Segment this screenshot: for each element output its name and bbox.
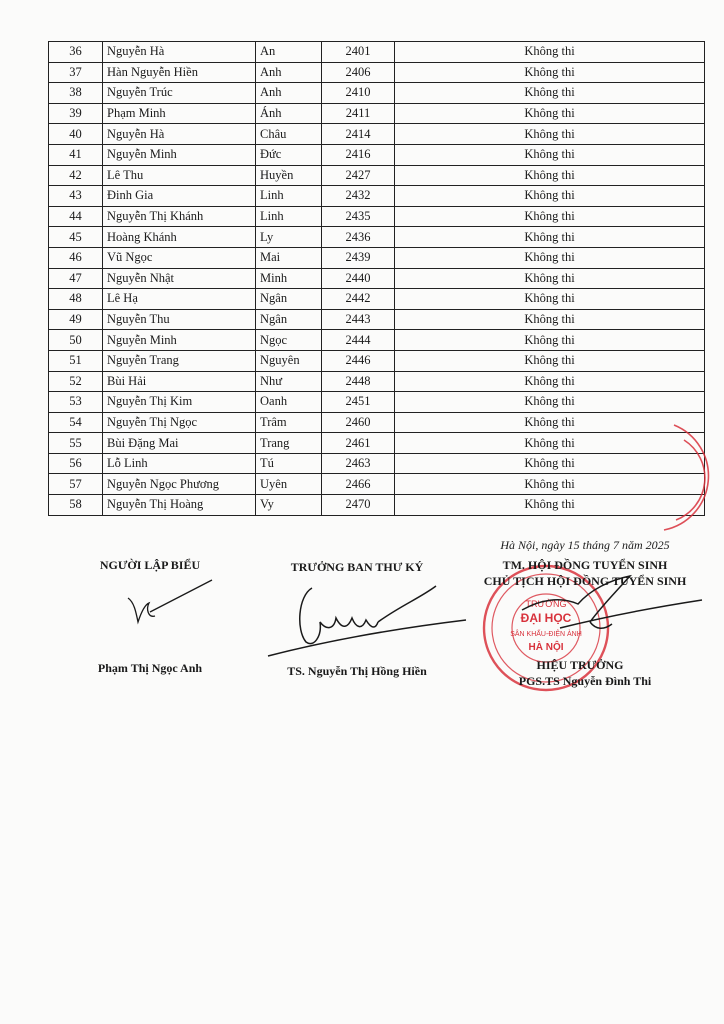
candidate-number-cell: 2414 bbox=[322, 124, 395, 145]
table-row bbox=[49, 124, 705, 145]
note-cell: Không thi bbox=[395, 392, 705, 413]
note-cell: Không thi bbox=[395, 83, 705, 104]
given-name-cell: Uyên bbox=[256, 474, 322, 495]
surname-cell: Nguyễn Thu bbox=[103, 309, 256, 330]
given-name-cell: Anh bbox=[256, 83, 322, 104]
surname-cell: Nguyễn Thị Kim bbox=[103, 392, 256, 413]
candidate-number-cell: 2444 bbox=[322, 330, 395, 351]
row-number-cell: 46 bbox=[49, 247, 103, 268]
principal-name: PGS.TS Nguyễn Đình Thi bbox=[518, 674, 652, 688]
row-number-cell: 45 bbox=[49, 227, 103, 248]
given-name-cell: Châu bbox=[256, 124, 322, 145]
row-number-cell: 52 bbox=[49, 371, 103, 392]
surname-cell: Bùi Đặng Mai bbox=[103, 433, 256, 454]
note-cell: Không thi bbox=[395, 495, 705, 516]
surname-cell: Hàn Nguyễn Hiền bbox=[103, 62, 256, 83]
note-cell: Không thi bbox=[395, 330, 705, 351]
note-cell: Không thi bbox=[395, 412, 705, 433]
seal-line-2: ĐẠI HỌC bbox=[520, 611, 572, 625]
row-number-cell: 50 bbox=[49, 330, 103, 351]
surname-cell: Nguyễn Hà bbox=[103, 124, 256, 145]
surname-cell: Vũ Ngọc bbox=[103, 247, 256, 268]
table-row bbox=[49, 309, 705, 330]
surname-cell: Nguyễn Thị Ngọc bbox=[103, 412, 256, 433]
row-number-cell: 40 bbox=[49, 124, 103, 145]
given-name-cell: Ngân bbox=[256, 289, 322, 310]
given-name-cell: Linh bbox=[256, 186, 322, 207]
note-cell: Không thi bbox=[395, 42, 705, 63]
note-cell: Không thi bbox=[395, 124, 705, 145]
candidate-number-cell: 2466 bbox=[322, 474, 395, 495]
note-cell: Không thi bbox=[395, 165, 705, 186]
surname-cell: Nguyễn Thị Hoàng bbox=[103, 495, 256, 516]
given-name-cell: Tú bbox=[256, 453, 322, 474]
candidate-table bbox=[48, 41, 705, 516]
candidate-number-cell: 2427 bbox=[322, 165, 395, 186]
table-row bbox=[49, 350, 705, 371]
secretary-signature bbox=[268, 586, 466, 656]
row-number-cell: 56 bbox=[49, 453, 103, 474]
candidate-table-body bbox=[49, 42, 705, 516]
surname-cell: Nguyễn Minh bbox=[103, 144, 256, 165]
surname-cell: Nguyễn Ngọc Phương bbox=[103, 474, 256, 495]
row-number-cell: 37 bbox=[49, 62, 103, 83]
table-row bbox=[49, 103, 705, 124]
row-number-cell: 53 bbox=[49, 392, 103, 413]
candidate-number-cell: 2410 bbox=[322, 83, 395, 104]
surname-cell: Nguyễn Minh bbox=[103, 330, 256, 351]
given-name-cell: Đức bbox=[256, 144, 322, 165]
row-number-cell: 57 bbox=[49, 474, 103, 495]
note-cell: Không thi bbox=[395, 186, 705, 207]
note-cell: Không thi bbox=[395, 62, 705, 83]
note-cell: Không thi bbox=[395, 268, 705, 289]
table-row bbox=[49, 495, 705, 516]
candidate-number-cell: 2446 bbox=[322, 350, 395, 371]
row-number-cell: 51 bbox=[49, 350, 103, 371]
candidate-number-cell: 2439 bbox=[322, 247, 395, 268]
surname-cell: Lê Hạ bbox=[103, 289, 256, 310]
row-number-cell: 42 bbox=[49, 165, 103, 186]
row-number-cell: 44 bbox=[49, 206, 103, 227]
row-number-cell: 43 bbox=[49, 186, 103, 207]
note-cell: Không thi bbox=[395, 247, 705, 268]
candidate-number-cell: 2416 bbox=[322, 144, 395, 165]
surname-cell: Nguyễn Hà bbox=[103, 42, 256, 63]
row-number-cell: 55 bbox=[49, 433, 103, 454]
candidate-number-cell: 2440 bbox=[322, 268, 395, 289]
seal-line-1: TRƯỜNG bbox=[525, 599, 567, 609]
table-row bbox=[49, 83, 705, 104]
given-name-cell: Như bbox=[256, 371, 322, 392]
row-number-cell: 47 bbox=[49, 268, 103, 289]
given-name-cell: Vy bbox=[256, 495, 322, 516]
given-name-cell: Nguyên bbox=[256, 350, 322, 371]
table-row bbox=[49, 227, 705, 248]
note-cell: Không thi bbox=[395, 371, 705, 392]
given-name-cell: Ly bbox=[256, 227, 322, 248]
given-name-cell: Trang bbox=[256, 433, 322, 454]
document-date: Hà Nội, ngày 15 tháng 7 năm 2025 bbox=[500, 538, 670, 552]
row-number-cell: 38 bbox=[49, 83, 103, 104]
candidate-number-cell: 2406 bbox=[322, 62, 395, 83]
given-name-cell: An bbox=[256, 42, 322, 63]
note-cell: Không thi bbox=[395, 309, 705, 330]
note-cell: Không thi bbox=[395, 289, 705, 310]
table-row bbox=[49, 330, 705, 351]
note-cell: Không thi bbox=[395, 103, 705, 124]
given-name-cell: Ánh bbox=[256, 103, 322, 124]
note-cell: Không thi bbox=[395, 350, 705, 371]
note-cell: Không thi bbox=[395, 227, 705, 248]
table-row bbox=[49, 62, 705, 83]
given-name-cell: Minh bbox=[256, 268, 322, 289]
secretary-name: TS. Nguyễn Thị Hồng Hiền bbox=[287, 664, 427, 678]
candidate-number-cell: 2435 bbox=[322, 206, 395, 227]
given-name-cell: Anh bbox=[256, 62, 322, 83]
table-row bbox=[49, 247, 705, 268]
table-row bbox=[49, 165, 705, 186]
row-number-cell: 36 bbox=[49, 42, 103, 63]
preparer-title: NGƯỜI LẬP BIỂU bbox=[99, 558, 201, 572]
candidate-number-cell: 2442 bbox=[322, 289, 395, 310]
candidate-number-cell: 2448 bbox=[322, 371, 395, 392]
row-number-cell: 39 bbox=[49, 103, 103, 124]
candidate-number-cell: 2451 bbox=[322, 392, 395, 413]
table-row bbox=[49, 474, 705, 495]
given-name-cell: Ngân bbox=[256, 309, 322, 330]
candidate-number-cell: 2443 bbox=[322, 309, 395, 330]
table-row bbox=[49, 412, 705, 433]
candidate-number-cell: 2470 bbox=[322, 495, 395, 516]
table-row bbox=[49, 453, 705, 474]
note-cell: Không thi bbox=[395, 144, 705, 165]
table-row bbox=[49, 186, 705, 207]
surname-cell: Nguyễn Trúc bbox=[103, 83, 256, 104]
given-name-cell: Linh bbox=[256, 206, 322, 227]
given-name-cell: Trâm bbox=[256, 412, 322, 433]
given-name-cell: Oanh bbox=[256, 392, 322, 413]
candidate-number-cell: 2432 bbox=[322, 186, 395, 207]
row-number-cell: 49 bbox=[49, 309, 103, 330]
table-row bbox=[49, 289, 705, 310]
note-cell: Không thi bbox=[395, 474, 705, 495]
candidate-number-cell: 2461 bbox=[322, 433, 395, 454]
seal-line-4: HÀ NỘI bbox=[528, 642, 564, 653]
table-row bbox=[49, 144, 705, 165]
given-name-cell: Huyền bbox=[256, 165, 322, 186]
row-number-cell: 41 bbox=[49, 144, 103, 165]
surname-cell: Nguyễn Nhật bbox=[103, 268, 256, 289]
row-number-cell: 48 bbox=[49, 289, 103, 310]
preparer-name: Phạm Thị Ngọc Anh bbox=[97, 661, 203, 675]
surname-cell: Hoàng Khánh bbox=[103, 227, 256, 248]
row-number-cell: 58 bbox=[49, 495, 103, 516]
surname-cell: Lê Thu bbox=[103, 165, 256, 186]
note-cell: Không thi bbox=[395, 206, 705, 227]
surname-cell: Đinh Gia bbox=[103, 186, 256, 207]
candidate-number-cell: 2436 bbox=[322, 227, 395, 248]
candidate-number-cell: 2411 bbox=[322, 103, 395, 124]
note-cell: Không thi bbox=[395, 453, 705, 474]
table-row bbox=[49, 268, 705, 289]
preparer-signature bbox=[128, 580, 212, 622]
given-name-cell: Ngọc bbox=[256, 330, 322, 351]
candidate-number-cell: 2460 bbox=[322, 412, 395, 433]
candidate-number-cell: 2463 bbox=[322, 453, 395, 474]
table-row bbox=[49, 392, 705, 413]
table-row bbox=[49, 206, 705, 227]
council-title-1: TM. HỘI ĐỒNG TUYỂN SINH bbox=[502, 558, 668, 572]
given-name-cell: Mai bbox=[256, 247, 322, 268]
surname-cell: Nguyễn Thị Khánh bbox=[103, 206, 256, 227]
surname-cell: Nguyễn Trang bbox=[103, 350, 256, 371]
table-row bbox=[49, 371, 705, 392]
note-cell: Không thi bbox=[395, 433, 705, 454]
table-row bbox=[49, 42, 705, 63]
council-title-2: CHỦ TỊCH HỘI ĐỒNG TUYỂN SINH bbox=[483, 574, 687, 588]
surname-cell: Lỗ Linh bbox=[103, 453, 256, 474]
table-row bbox=[49, 433, 705, 454]
candidate-number-cell: 2401 bbox=[322, 42, 395, 63]
row-number-cell: 54 bbox=[49, 412, 103, 433]
surname-cell: Phạm Minh bbox=[103, 103, 256, 124]
seal-line-3: SÂN KHẤU-ĐIỆN ẢNH bbox=[510, 631, 582, 638]
principal-title: HIỆU TRƯỞNG bbox=[536, 658, 624, 672]
secretary-title: TRƯỞNG BAN THƯ KÝ bbox=[290, 560, 424, 574]
surname-cell: Bùi Hải bbox=[103, 371, 256, 392]
